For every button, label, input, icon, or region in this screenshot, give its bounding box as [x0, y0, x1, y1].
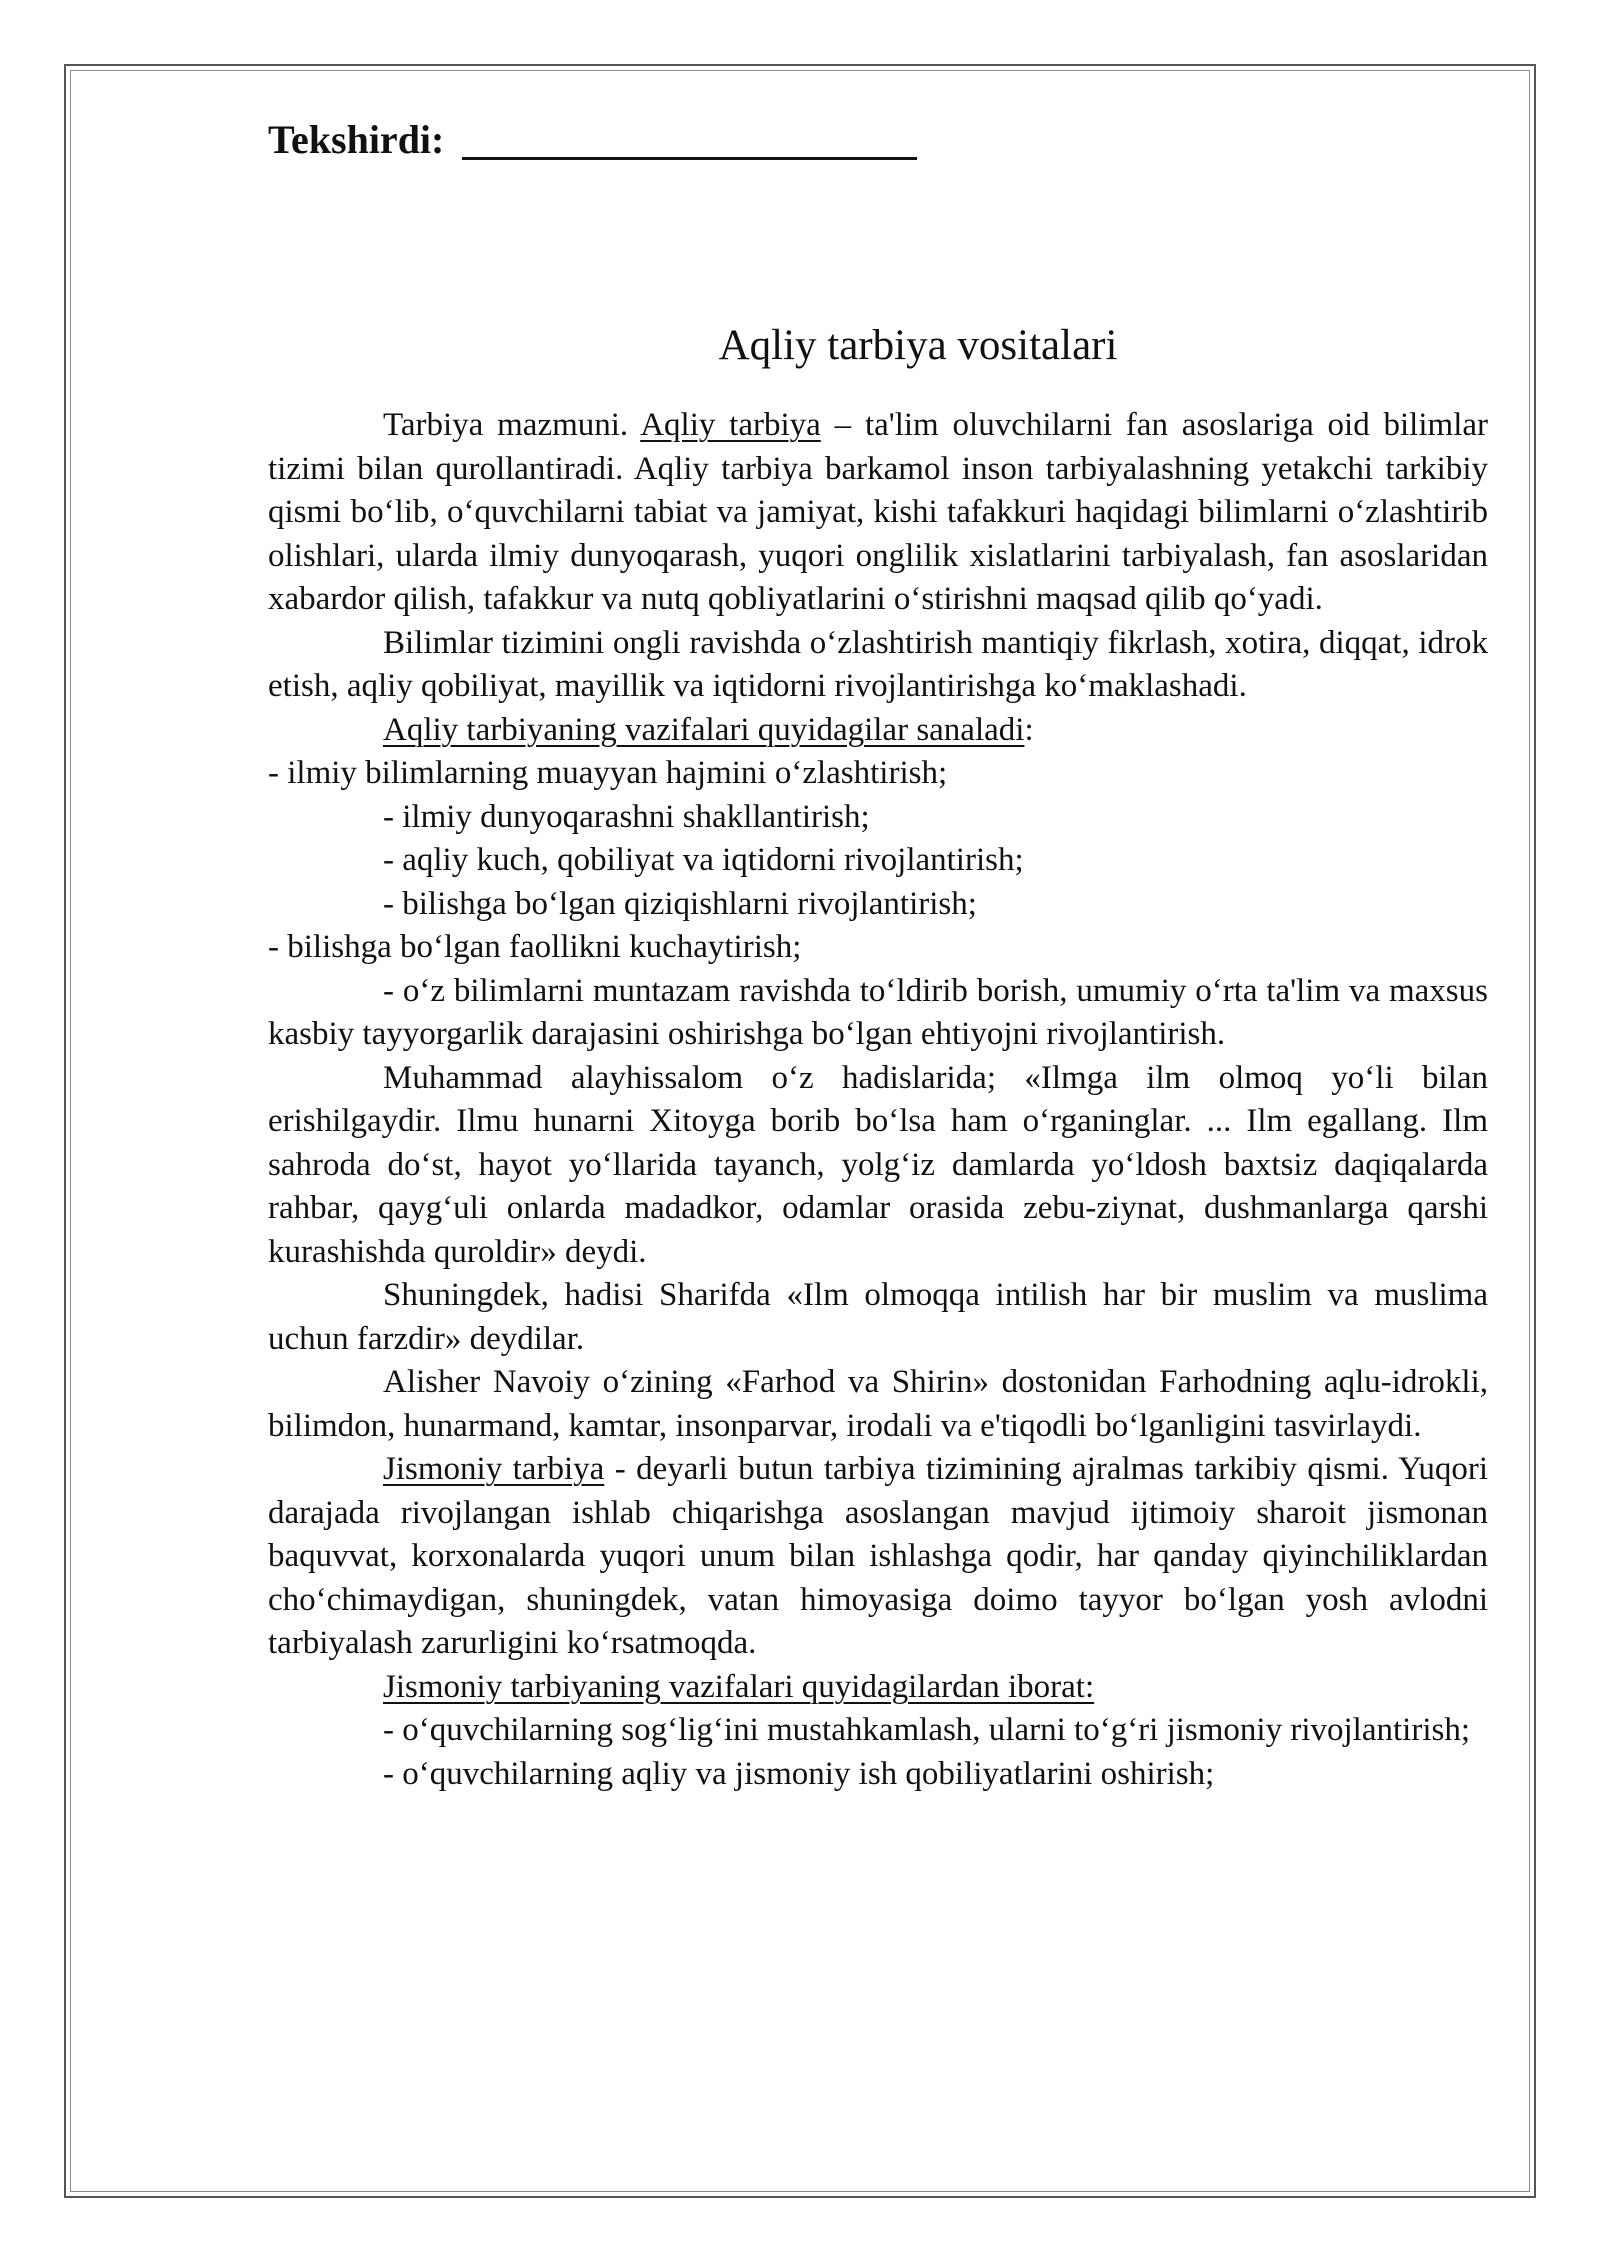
list-item: - bilishga bo‘lgan faollikni kuchaytirish;	[268, 929, 802, 965]
list-item: - o‘quvchilarning aqliy va jismoniy ish qobiliyatlarini oshirish;	[383, 1755, 1215, 1792]
paragraph-mental-education	[268, 404, 1488, 622]
term-aqliy-tarbiya: Aqliy tarbiya	[640, 407, 821, 443]
page-content	[268, 112, 1488, 1796]
paragraph-text: - deyarli butun tarbiya tizimining ajralmas tarkibiy qismi. Yuqori darajada rivojlangan ishlab chiqarishga asoslangan mavjud ijtimoiy sharoit jismonan baquvvat, korxonalarda yuqori unum bilan ishlashga qodir, har qanday qiyinchiliklardan cho‘chimaydigan, shuningdek, vatan himoyasiga doimo tayyor bo‘lgan yosh avlodni tarbiyalash zarurligini ko‘rsatmoqda.	[268, 1451, 1488, 1661]
list-item: - aqliy kuch, qobiliyat va iqtidorni rivojlantirish;	[383, 842, 1024, 878]
checker-label: Tekshirdi:	[268, 117, 445, 162]
checker-line	[268, 112, 1488, 168]
paragraph-mental-tasks-heading	[268, 709, 1488, 753]
list-item: - bilishga bo‘lgan qiziqishlarni rivojlantirish;	[383, 885, 977, 922]
list-item: - o‘z bilimlarni muntazam ravishda to‘ldirib borish, umumiy o‘rta ta'lim va maxsus kasbiy tayyorgarlik darajasini oshirishga bo‘lgan ehtiyojni rivojlantirish.	[268, 972, 1488, 1052]
physical-tasks-heading: Jismoniy tarbiyaning vazifalari quyidagilardan iborat:	[383, 1668, 1095, 1705]
document-body	[268, 404, 1488, 1796]
paragraph-navoiy: Alisher Navoiy o‘zining «Farhod va Shirin» dostonidan Farhodning aqlu-idrokli, bilimdon, hunarmand, kamtar, insonparvar, irodali va e'tiqodli bo‘lganligini tasvirlaydi.	[268, 1364, 1488, 1444]
paragraph-knowledge-system: Bilimlar tizimini ongli ravishda o‘zlashtirish mantiqiy fikrlash, xotira, diqqat, idrok etish, aqliy qobiliyat, mayillik va iqtidorni rivojlantirishga ko‘maklashadi.	[268, 624, 1488, 704]
paragraph-text: – ta'lim oluvchilarni fan asoslariga oid bilimlar tizimi bilan qurollantiradi. Aqliy tarbiya barkamol inson tarbiyalashning yetakchi tarkibiy qismi bo‘lib, o‘quvchilarni tabiat va jamiyat, kishi tafakkuri haqidagi bilimlarni o‘zlashtirib olishlari, ularda ilmiy dunyoqarash, yuqori onglilik xislatlarini tarbiyalash, fan asoslaridan xabardor qilish, tafakkur va nutq qobliyatlarini o‘stirishni maqsad qilib qo‘yadi.	[268, 407, 1488, 617]
signature-line	[462, 156, 917, 160]
paragraph-physical-education	[268, 1448, 1488, 1666]
list-item: - ilmiy bilimlarning muayyan hajmini o‘zlashtirish;	[268, 755, 948, 791]
paragraph-hadisi-sharif: Shuningdek, hadisi Sharifda «Ilm olmoqqa intilish har bir muslim va muslima uchun farzdir» deydilar.	[268, 1277, 1488, 1357]
paragraph-hadith: Muhammad alayhissalom o‘z hadislarida; «Ilmga ilm olmoq yo‘li bilan erishilgaydir. Ilmu hunarni Xitoyga borib bo‘lsa ham o‘rganinglar. ... Ilm egallang. Ilm sahroda do‘st, hayot yo‘llarida tayanch, yolg‘iz damlarda yo‘ldosh baxtsiz daqiqalarda rahbar, qayg‘uli onlarda madadkor, odamlar orasida zebu-ziynat, dushmanlarga qarshi kurashishda quroldir» deydi.	[268, 1059, 1488, 1270]
paragraph-lead: Tarbiya mazmuni.	[383, 407, 629, 443]
document-title: Aqliy tarbiya vositalari	[718, 322, 1118, 369]
list-item: - o‘quvchilarning sog‘lig‘ini mustahkamlash, ularni to‘g‘ri jismoniy rivojlantirish;	[383, 1712, 1471, 1748]
term-jismoniy-tarbiya: Jismoniy tarbiya	[383, 1451, 605, 1487]
mental-tasks-heading: Aqliy tarbiyaning vazifalari quyidagilar sanaladi	[383, 711, 1025, 748]
list-item: - ilmiy dunyoqarashni shakllantirish;	[383, 798, 870, 835]
heading-colon: :	[1024, 711, 1034, 748]
paragraph-physical-tasks-heading	[268, 1666, 1488, 1710]
